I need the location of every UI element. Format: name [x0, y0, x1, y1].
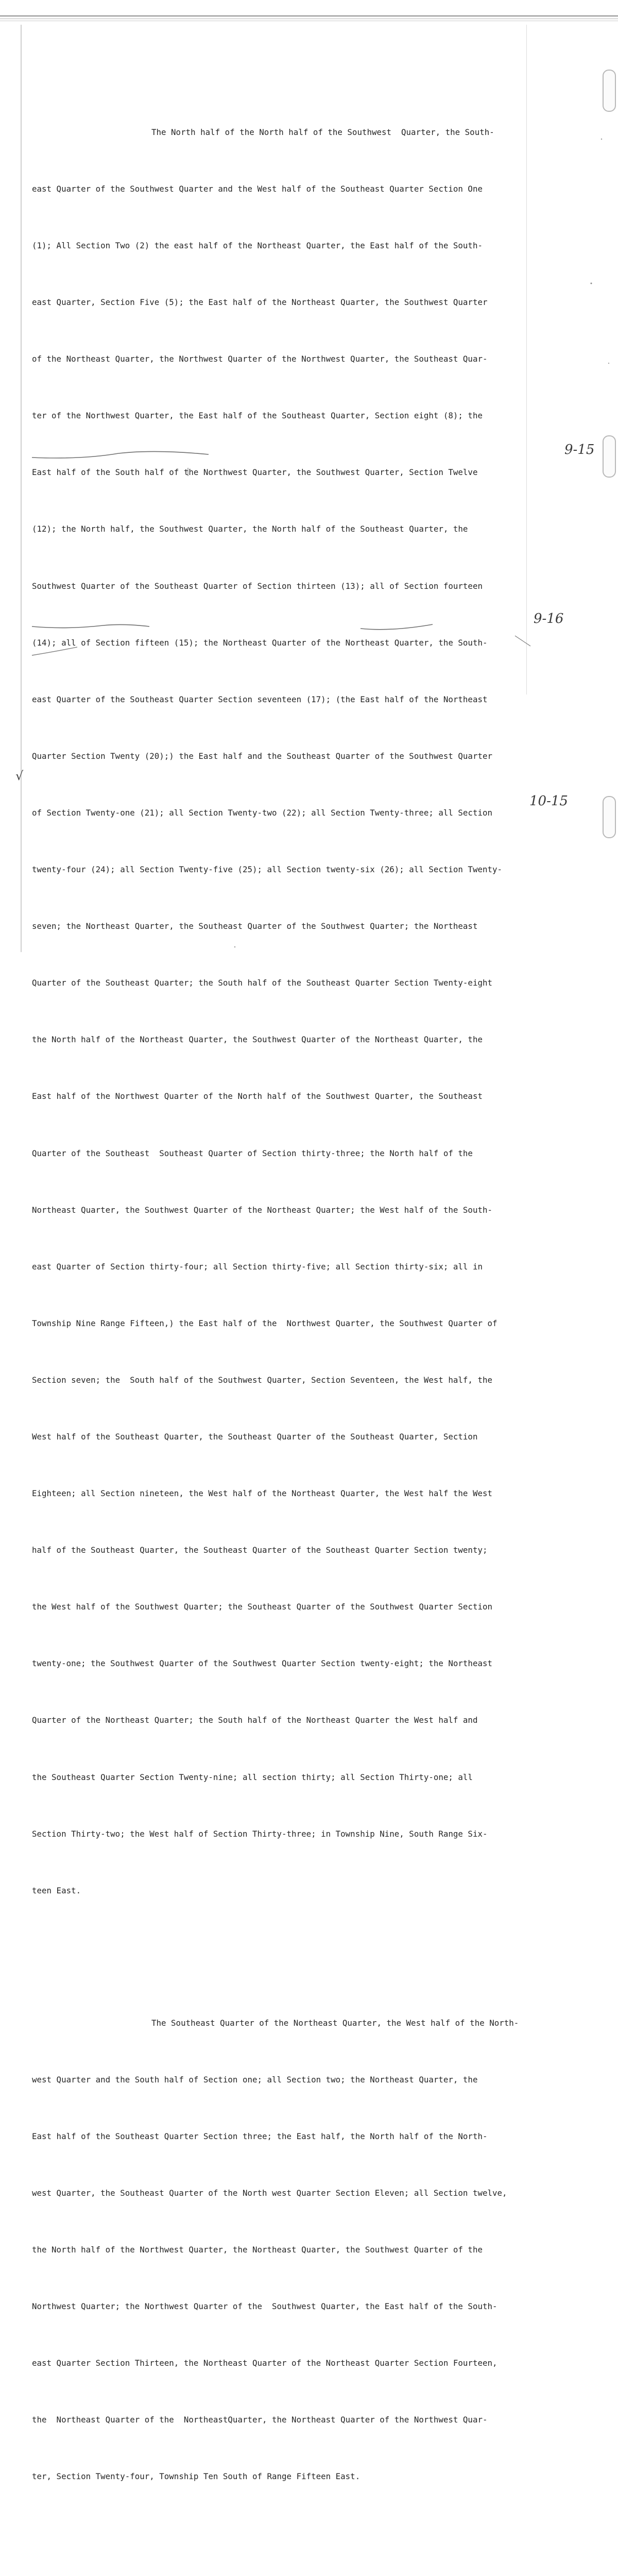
text-line: of the Northeast Quarter, the Northwest Quarter of the Northwest Quarter, the Southeast Quar- — [32, 354, 488, 364]
pencil-marks — [0, 0, 618, 958]
paragraph-3 — [32, 2562, 537, 2576]
text-line: ter of the Northwest Quarter, the East half of the Southeast Quarter, Section eight (8); the — [32, 411, 483, 421]
pencil-underline-teen-east — [32, 647, 77, 655]
text-line: twenty-one; the Southwest Quarter of the Southwest Quarter Section twenty-eight; the Northeast — [32, 1658, 492, 1669]
text-line: east Quarter of Section thirty-four; all Section thirty-five; all Section thirty-six; all in — [32, 1261, 483, 1272]
text-line: Quarter of the Southeast Southeast Quarter of Section thirty-three; the North half of the — [32, 1148, 473, 1158]
margin-note-township-9-16: 9-16 — [534, 611, 564, 626]
text-line: East half of the Northwest Quarter of the North half of the Southwest Quarter, the Southeast — [32, 1091, 483, 1101]
pencil-underline-township-nine-range-fifteen — [32, 451, 209, 458]
text-line: east Quarter, Section Five (5); the East half of the Northeast Quarter, the Southwest Quarter — [32, 297, 488, 308]
text-line: half of the Southeast Quarter, the Southeast Quarter of the Southeast Quarter Section twenty; — [32, 1545, 488, 1555]
text-line: (14); all of Section fifteen (15); the Northeast Quarter of the Northeast Quarter, the South- — [32, 637, 488, 648]
text-line: the North half of the Northwest Quarter, the Northeast Quarter, the Southwest Quarter of the — [32, 2245, 483, 2255]
text-line: Eighteen; all Section nineteen, the West half of the Northeast Quarter, the West half the West — [32, 1488, 492, 1499]
text-line: Township Nine Range Fifteen,) the East half of the Northwest Quarter, the Southwest Quarter of — [32, 1318, 497, 1328]
text-line: the Southeast Quarter Section Twenty-nine; all section thirty; all Section Thirty-one; all — [32, 1772, 473, 1782]
text-line: east Quarter Section Thirteen, the Northeast Quarter of the Northeast Quarter Section Fourteen, — [32, 2358, 497, 2368]
text-line: west Quarter, the Southeast Quarter of the North west Quarter Section Eleven; all Section twelve, — [32, 2188, 507, 2198]
text-line: twenty-four (24); all Section Twenty-five (25); all Section twenty-six (26); all Section Twenty- — [32, 865, 503, 875]
text-line: the Northeast Quarter of the NortheastQuarter, the Northeast Quarter of the Northwest Quar- — [32, 2415, 488, 2425]
text-line: East half of the Southeast Quarter Section three; the East half, the North half of the North- — [32, 2131, 488, 2141]
text-line: The North half of the North half of the Southwest Quarter, the South- — [151, 127, 494, 137]
text-line: (12); the North half, the Southwest Quarter, the North half of the Southeast Quarter, the — [32, 524, 468, 534]
pencil-underline-section-thirty-two — [32, 624, 149, 628]
scan-speck — [234, 946, 235, 947]
margin-note-township-10-15: 10-15 — [529, 793, 568, 809]
text-line: The Southeast Quarter of the Northeast Quarter, the West half of the North- — [151, 2018, 519, 2028]
text-line: the North half of the Northeast Quarter, the Southwest Quarter of the Northeast Quarter, the — [32, 1035, 483, 1045]
text-line: of Section Twenty-one (21); all Section Twenty-two (22); all Section Twenty-three; all Section — [32, 807, 492, 818]
text-line: seven; the Northeast Quarter, the Southeast Quarter of the Southwest Quarter; the Northeast — [32, 921, 478, 931]
text-line: west Quarter and the South half of Section one; all Section two; the Northeast Quarter, the — [32, 2074, 478, 2084]
scan-speck — [601, 139, 602, 140]
scan-speck — [608, 363, 609, 364]
text-line: Northeast Quarter, the Southwest Quarter of the Northeast Quarter; the West half of the South- — [32, 1205, 492, 1215]
paragraph-2 — [32, 1976, 537, 2524]
text-line: Northwest Quarter; the Northwest Quarter of the Southwest Quarter, the East half of the South- — [32, 2301, 497, 2312]
text-line: Quarter of the Northeast Quarter; the South half of the Northeast Quarter the West half and — [32, 1715, 478, 1725]
text-line: Quarter of the Southeast Quarter; the South half of the Southeast Quarter Section Twenty-eight — [32, 978, 492, 988]
text-line: West half of the Southeast Quarter, the Southeast Quarter of the Southeast Quarter, Section — [32, 1431, 478, 1442]
text-line: (1); All Section Two (2) the east half of the Northeast Quarter, the East half of the South- — [32, 241, 483, 250]
text-line: east Quarter of the Southwest Quarter and the West half of the Southeast Quarter Section One — [32, 183, 483, 194]
text-line: the West half of the Southwest Quarter; the Southeast Quarter of the Southwest Quarter Section — [32, 1602, 492, 1612]
margin-note-township-9-15: 9-15 — [564, 442, 595, 457]
text-line: teen East. — [32, 1885, 81, 1895]
text-line: Quarter Section Twenty (20);) the East half and the Southeast Quarter of the Southwest Quarter — [32, 751, 492, 761]
scan-speck — [591, 283, 592, 284]
check-mark-icon: √ — [15, 769, 24, 783]
text-line: Section Thirty-two; the West half of Section Thirty-three; in Township Nine, South Range Six- — [32, 1828, 488, 1839]
text-line: ter, Section Twenty-four, Township Ten South of Range Fifteen East. — [32, 2471, 360, 2482]
pencil-underline-township-nine — [360, 624, 433, 630]
text-line: Section seven; the South half of the Southwest Quarter, Section Seventeen, the West half, the — [32, 1375, 492, 1385]
text-line: Southwest Quarter of the Southeast Quarter of Section thirteen (13); all of Section fourteen — [32, 581, 483, 591]
pencil-stroke — [515, 636, 530, 646]
text-line: East half of the South half of the Northwest Quarter, the Southwest Quarter, Section Twelve — [32, 467, 478, 478]
text-line: east Quarter of the Southeast Quarter Section seventeen (17); (the East half of the Northeast — [32, 694, 488, 704]
